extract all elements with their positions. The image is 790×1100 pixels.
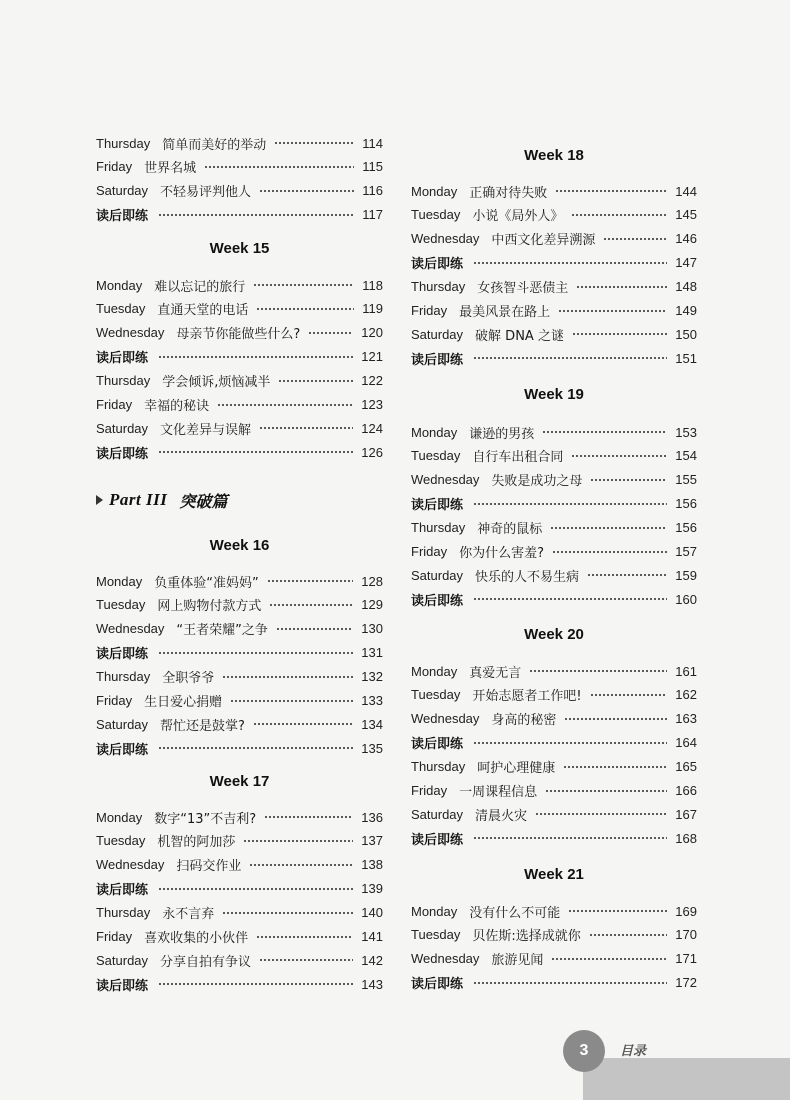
toc-entry[interactable] — [96, 830, 383, 852]
page-number: 133 — [361, 693, 383, 708]
lesson-title: 直通天堂的电话 — [157, 303, 249, 319]
page-number: 144 — [675, 183, 697, 199]
toc-entry[interactable] — [96, 666, 383, 688]
dot-leader — [158, 983, 353, 985]
dot-leader — [568, 910, 667, 912]
page-number: 143 — [361, 976, 383, 992]
toc-review-entry[interactable] — [96, 878, 383, 900]
weekday-label: Wednesday — [411, 231, 480, 247]
weekday-label: Wednesday — [411, 472, 480, 488]
dot-leader — [264, 816, 353, 818]
page-number: 136 — [361, 809, 383, 825]
lesson-title: 学会倾诉,烦恼减半 — [162, 375, 271, 391]
page-number: 145 — [675, 207, 697, 223]
dot-leader — [473, 598, 667, 600]
review-label: 读后即练 — [411, 257, 464, 273]
page-number: 153 — [675, 424, 697, 440]
weekday-label: Wednesday — [96, 621, 165, 637]
page-number: 161 — [675, 663, 697, 679]
weekday-label: Friday — [411, 303, 448, 318]
dot-leader — [529, 670, 667, 672]
part-name: 突破篇 — [179, 491, 228, 511]
toc-entry[interactable] — [411, 445, 697, 467]
toc-entry[interactable] — [411, 421, 697, 443]
toc-entry[interactable] — [96, 180, 383, 202]
dot-leader — [542, 431, 667, 433]
lesson-title: 扫码交作业 — [176, 859, 242, 875]
dot-leader — [158, 214, 354, 216]
toc-review-entry[interactable] — [96, 346, 383, 368]
page-number: 159 — [675, 567, 697, 583]
lesson-title: 数字“13”不吉利? — [154, 811, 257, 827]
dot-leader — [590, 479, 667, 481]
toc-review-entry[interactable] — [411, 732, 697, 754]
week-heading: Week 20 — [524, 626, 584, 643]
lesson-title: 女孩智斗恶债主 — [477, 281, 569, 297]
toc-entry[interactable] — [96, 156, 383, 178]
page-number: 121 — [361, 349, 383, 365]
toc-entry[interactable] — [96, 132, 383, 154]
dot-leader — [158, 652, 353, 654]
toc-entry[interactable] — [411, 300, 697, 322]
weekday-label: Tuesday — [96, 597, 146, 613]
toc-entry[interactable] — [411, 564, 697, 586]
page-number: 160 — [675, 591, 697, 607]
dot-leader — [158, 451, 353, 453]
lesson-title: 小说《局外人》 — [472, 209, 564, 225]
page-number-badge: 3 — [563, 1030, 605, 1072]
page-number: 115 — [362, 159, 383, 175]
weekday-label: Saturday — [96, 183, 149, 199]
week-heading: Week 21 — [524, 866, 584, 883]
page-number: 118 — [362, 277, 383, 293]
page-number: 146 — [675, 231, 697, 247]
page-number: 169 — [675, 903, 697, 919]
triangle-marker-icon — [96, 495, 103, 505]
lesson-title: 破解 DNA 之谜 — [475, 328, 564, 344]
weekday-label: Saturday — [411, 806, 464, 822]
page-number: 154 — [675, 448, 697, 464]
lesson-title: 快乐的人不易生病 — [475, 569, 580, 585]
weekday-label: Tuesday — [411, 207, 461, 223]
lesson-title: 帮忙还是鼓掌? — [160, 718, 245, 734]
weekday-label: Monday — [411, 424, 458, 440]
page-number: 148 — [675, 279, 697, 295]
toc-entry[interactable] — [411, 204, 697, 226]
weekday-label: Monday — [96, 277, 143, 293]
lesson-title: 中西文化差异溯源 — [491, 233, 596, 249]
lesson-title: 负重体验“准妈妈” — [154, 575, 259, 591]
lesson-title: 旅游见闻 — [491, 953, 544, 969]
weekday-label: Monday — [96, 809, 143, 825]
dot-leader — [256, 936, 353, 938]
toc-entry[interactable] — [411, 180, 697, 202]
toc-entry[interactable] — [96, 298, 383, 320]
page-number: 150 — [675, 326, 697, 342]
toc-review-entry[interactable] — [96, 441, 383, 463]
weekday-label: Saturday — [96, 716, 149, 732]
page-number: 156 — [675, 520, 697, 536]
toc-review-entry[interactable] — [411, 347, 697, 369]
toc-entry[interactable] — [411, 517, 697, 539]
dot-leader — [259, 427, 353, 429]
lesson-title: 分享自拍有争议 — [160, 954, 252, 970]
toc-entry[interactable] — [411, 803, 697, 825]
toc-entry[interactable] — [96, 274, 383, 296]
weekday-label: Monday — [411, 663, 458, 679]
dot-leader — [158, 356, 353, 358]
toc-entry[interactable] — [96, 806, 383, 828]
dot-leader — [308, 332, 353, 334]
weekday-label: Wednesday — [96, 857, 165, 873]
dot-leader — [535, 813, 667, 815]
toc-review-entry[interactable] — [96, 737, 383, 759]
page-number: 141 — [361, 929, 383, 944]
dot-leader — [473, 262, 667, 264]
lesson-title: 你为什么害羞? — [459, 546, 545, 561]
page-number: 114 — [362, 135, 383, 151]
dot-leader — [473, 503, 667, 505]
lesson-title: 幸福的秘诀 — [144, 399, 210, 414]
lesson-title: 贝佐斯:选择成就你 — [472, 929, 581, 945]
toc-review-entry[interactable] — [411, 252, 697, 274]
lesson-title: 开始志愿者工作吧! — [472, 689, 582, 705]
lesson-title: 文化差异与误解 — [160, 422, 252, 438]
lesson-title: “王者荣耀”之争 — [176, 623, 268, 639]
weekday-label: Friday — [411, 544, 448, 559]
lesson-title: 全职爷爷 — [162, 671, 215, 687]
toc-entry[interactable] — [411, 541, 697, 563]
lesson-title: 简单而美好的举动 — [162, 137, 267, 153]
toc-entry[interactable] — [411, 323, 697, 345]
dot-leader — [564, 718, 667, 720]
page-number: 155 — [675, 472, 697, 488]
week-heading: Week 18 — [524, 147, 584, 164]
page-number: 116 — [362, 183, 383, 199]
toc-review-entry[interactable] — [411, 588, 697, 610]
toc-review-entry[interactable] — [411, 493, 697, 515]
weekday-label: Monday — [411, 903, 458, 919]
dot-leader — [473, 982, 667, 984]
toc-entry[interactable] — [96, 322, 383, 344]
dot-leader — [555, 190, 667, 192]
weekday-label: Monday — [96, 573, 143, 589]
dot-leader — [274, 142, 354, 144]
toc-entry[interactable] — [96, 370, 383, 392]
lesson-title: 最美风景在路上 — [459, 305, 551, 320]
page-number: 140 — [361, 905, 383, 921]
toc-entry[interactable] — [411, 756, 697, 778]
toc-entry[interactable] — [96, 690, 383, 712]
page-number: 170 — [675, 927, 697, 943]
review-label: 读后即练 — [411, 737, 464, 753]
review-label: 读后即练 — [96, 446, 149, 462]
lesson-title: 一周课程信息 — [459, 785, 538, 800]
weekday-label: Friday — [96, 929, 133, 944]
review-label: 读后即练 — [96, 742, 149, 758]
dot-leader — [571, 455, 667, 457]
page-number: 117 — [362, 207, 383, 223]
page-number: 135 — [361, 740, 383, 756]
dot-leader — [222, 912, 353, 914]
lesson-title: 身高的秘密 — [491, 713, 557, 729]
page-number: 157 — [675, 544, 697, 559]
page-number: 162 — [675, 687, 697, 703]
review-label: 读后即练 — [411, 832, 464, 848]
page-number: 128 — [361, 573, 383, 589]
page-number: 131 — [361, 645, 383, 661]
page-number: 165 — [675, 759, 697, 775]
dot-leader — [552, 551, 667, 553]
review-label: 读后即练 — [96, 351, 149, 367]
toc-entry[interactable] — [96, 949, 383, 971]
lesson-title: 正确对待失败 — [469, 185, 548, 201]
page-number: 149 — [675, 303, 697, 318]
review-label: 读后即练 — [96, 647, 149, 663]
dot-leader — [249, 864, 353, 866]
week-heading: Week 16 — [209, 537, 270, 554]
page-number: 142 — [361, 952, 383, 968]
dot-leader — [230, 700, 353, 702]
lesson-title: 难以忘记的旅行 — [154, 279, 246, 295]
dot-leader — [243, 840, 353, 842]
page-number: 134 — [361, 716, 383, 732]
weekday-label: Saturday — [96, 952, 149, 968]
lesson-title: 自行车出租合同 — [472, 450, 564, 466]
page-number: 163 — [675, 711, 697, 727]
dot-leader — [259, 959, 353, 961]
dot-leader — [158, 747, 353, 749]
weekday-label: Wednesday — [96, 325, 165, 341]
page-number: 124 — [361, 420, 383, 436]
weekday-label: Wednesday — [411, 951, 480, 967]
page-number: 156 — [675, 496, 697, 512]
review-label: 读后即练 — [411, 593, 464, 609]
toc-entry[interactable] — [96, 618, 383, 640]
toc-review-entry[interactable] — [411, 827, 697, 849]
weekday-label: Thursday — [96, 905, 151, 921]
weekday-label: Thursday — [411, 279, 466, 295]
weekday-label: Tuesday — [96, 833, 146, 849]
page-number: 171 — [675, 951, 697, 967]
toc-entry[interactable] — [411, 708, 697, 730]
lesson-title: 谦逊的男孩 — [469, 426, 535, 442]
lesson-title: 世界名城 — [144, 161, 197, 177]
toc-review-entry[interactable] — [96, 204, 383, 226]
lesson-title: 永不言弃 — [162, 907, 215, 923]
dot-leader — [545, 790, 667, 792]
weekday-label: Thursday — [96, 135, 151, 151]
dot-leader — [589, 934, 668, 936]
dot-leader — [572, 333, 667, 335]
week-heading: Week 17 — [209, 773, 270, 790]
page-number: 166 — [675, 783, 697, 798]
page-number: 123 — [361, 397, 383, 412]
review-label: 读后即练 — [411, 977, 464, 993]
review-label: 读后即练 — [411, 498, 464, 514]
lesson-title: 喜欢收集的小伙伴 — [144, 931, 249, 946]
toc-entry[interactable] — [411, 780, 697, 802]
toc-entry[interactable] — [411, 924, 697, 946]
dot-leader — [551, 958, 667, 960]
page-number: 172 — [675, 975, 697, 991]
weekday-label: Friday — [96, 159, 133, 175]
lesson-title: 清晨火灾 — [475, 808, 528, 824]
dot-leader — [571, 214, 667, 216]
weekday-label: Monday — [411, 183, 458, 199]
weekday-label: Tuesday — [411, 448, 461, 464]
weekday-label: Saturday — [411, 567, 464, 583]
dot-leader — [278, 380, 353, 382]
toc-review-entry[interactable] — [411, 972, 697, 994]
footer-section-label: 目录 — [620, 1044, 647, 1059]
lesson-title: 生日爱心捐赠 — [144, 695, 223, 710]
page-number: 119 — [362, 301, 383, 317]
dot-leader — [253, 723, 353, 725]
dot-leader — [576, 286, 667, 288]
lesson-title: 不轻易评判他人 — [160, 185, 252, 201]
toc-entry[interactable] — [96, 854, 383, 876]
toc-entry[interactable] — [96, 394, 383, 416]
weekday-label: Friday — [96, 693, 133, 708]
weekday-label: Tuesday — [411, 927, 461, 943]
dot-leader — [603, 238, 667, 240]
dot-leader — [222, 676, 353, 678]
dot-leader — [550, 527, 667, 529]
lesson-title: 机智的阿加莎 — [157, 835, 236, 851]
toc-entry[interactable] — [411, 228, 697, 250]
review-label: 读后即练 — [96, 883, 149, 899]
dot-leader — [587, 574, 667, 576]
page-number: 147 — [675, 255, 697, 271]
page-number: 139 — [361, 881, 383, 897]
review-label: 读后即练 — [96, 209, 149, 225]
lesson-title: 没有什么不可能 — [469, 905, 561, 921]
week-heading: Week 19 — [524, 386, 584, 403]
toc-review-entry[interactable] — [96, 642, 383, 664]
footer-band — [583, 1058, 790, 1100]
toc-entry[interactable] — [96, 570, 383, 592]
page-number: 164 — [675, 735, 697, 751]
page-number: 120 — [361, 325, 383, 341]
page-number: 138 — [361, 857, 383, 873]
weekday-label: Thursday — [96, 373, 151, 389]
toc-entry[interactable] — [411, 660, 697, 682]
lesson-title: 失败是成功之母 — [491, 474, 583, 490]
dot-leader — [473, 742, 667, 744]
toc-entry[interactable] — [96, 713, 383, 735]
review-label: 读后即练 — [96, 978, 149, 994]
dot-leader — [253, 284, 354, 286]
part-label: Part III — [109, 490, 168, 509]
lesson-title: 呵护心理健康 — [477, 761, 556, 777]
part-heading — [96, 487, 227, 513]
dot-leader — [473, 357, 667, 359]
weekday-label: Thursday — [411, 759, 466, 775]
page-number: 132 — [361, 669, 383, 685]
toc-entry[interactable] — [411, 469, 697, 491]
dot-leader — [256, 308, 354, 310]
page-number: 167 — [675, 806, 697, 822]
page-number: 168 — [675, 830, 697, 846]
page-number: 130 — [361, 621, 383, 637]
weekday-label: Saturday — [96, 420, 149, 436]
toc-entry[interactable] — [411, 900, 697, 922]
toc-entry[interactable] — [96, 594, 383, 616]
page-number: 122 — [361, 373, 383, 389]
weekday-label: Friday — [96, 397, 133, 412]
weekday-label: Tuesday — [411, 687, 461, 703]
weekday-label: Wednesday — [411, 711, 480, 727]
dot-leader — [204, 166, 354, 168]
toc-entry[interactable] — [411, 948, 697, 970]
dot-leader — [563, 766, 667, 768]
toc-entry[interactable] — [96, 902, 383, 924]
dot-leader — [558, 310, 667, 312]
toc-entry[interactable] — [411, 684, 697, 706]
dot-leader — [259, 190, 354, 192]
toc-review-entry[interactable] — [96, 973, 383, 995]
toc-entry[interactable] — [96, 417, 383, 439]
weekday-label: Tuesday — [96, 301, 146, 317]
weekday-label: Thursday — [96, 669, 151, 685]
dot-leader — [276, 628, 353, 630]
toc-entry[interactable] — [96, 926, 383, 948]
weekday-label: Thursday — [411, 520, 466, 536]
page-number: 137 — [361, 833, 383, 849]
page-number: 126 — [361, 444, 383, 460]
dot-leader — [473, 837, 667, 839]
week-heading: Week 15 — [209, 240, 270, 257]
toc-entry[interactable] — [411, 276, 697, 298]
dot-leader — [269, 604, 353, 606]
review-label: 读后即练 — [411, 352, 464, 368]
page-number: 129 — [361, 597, 383, 613]
dot-leader — [590, 694, 668, 696]
lesson-title: 母亲节你能做些什么? — [176, 327, 301, 343]
lesson-title: 真爱无言 — [469, 665, 522, 681]
weekday-label: Friday — [411, 783, 448, 798]
lesson-title: 神奇的鼠标 — [477, 522, 543, 538]
dot-leader — [217, 404, 353, 406]
page-number: 151 — [675, 350, 697, 366]
dot-leader — [158, 888, 353, 890]
weekday-label: Saturday — [411, 326, 464, 342]
lesson-title: 网上购物付款方式 — [157, 599, 262, 615]
dot-leader — [267, 580, 354, 582]
